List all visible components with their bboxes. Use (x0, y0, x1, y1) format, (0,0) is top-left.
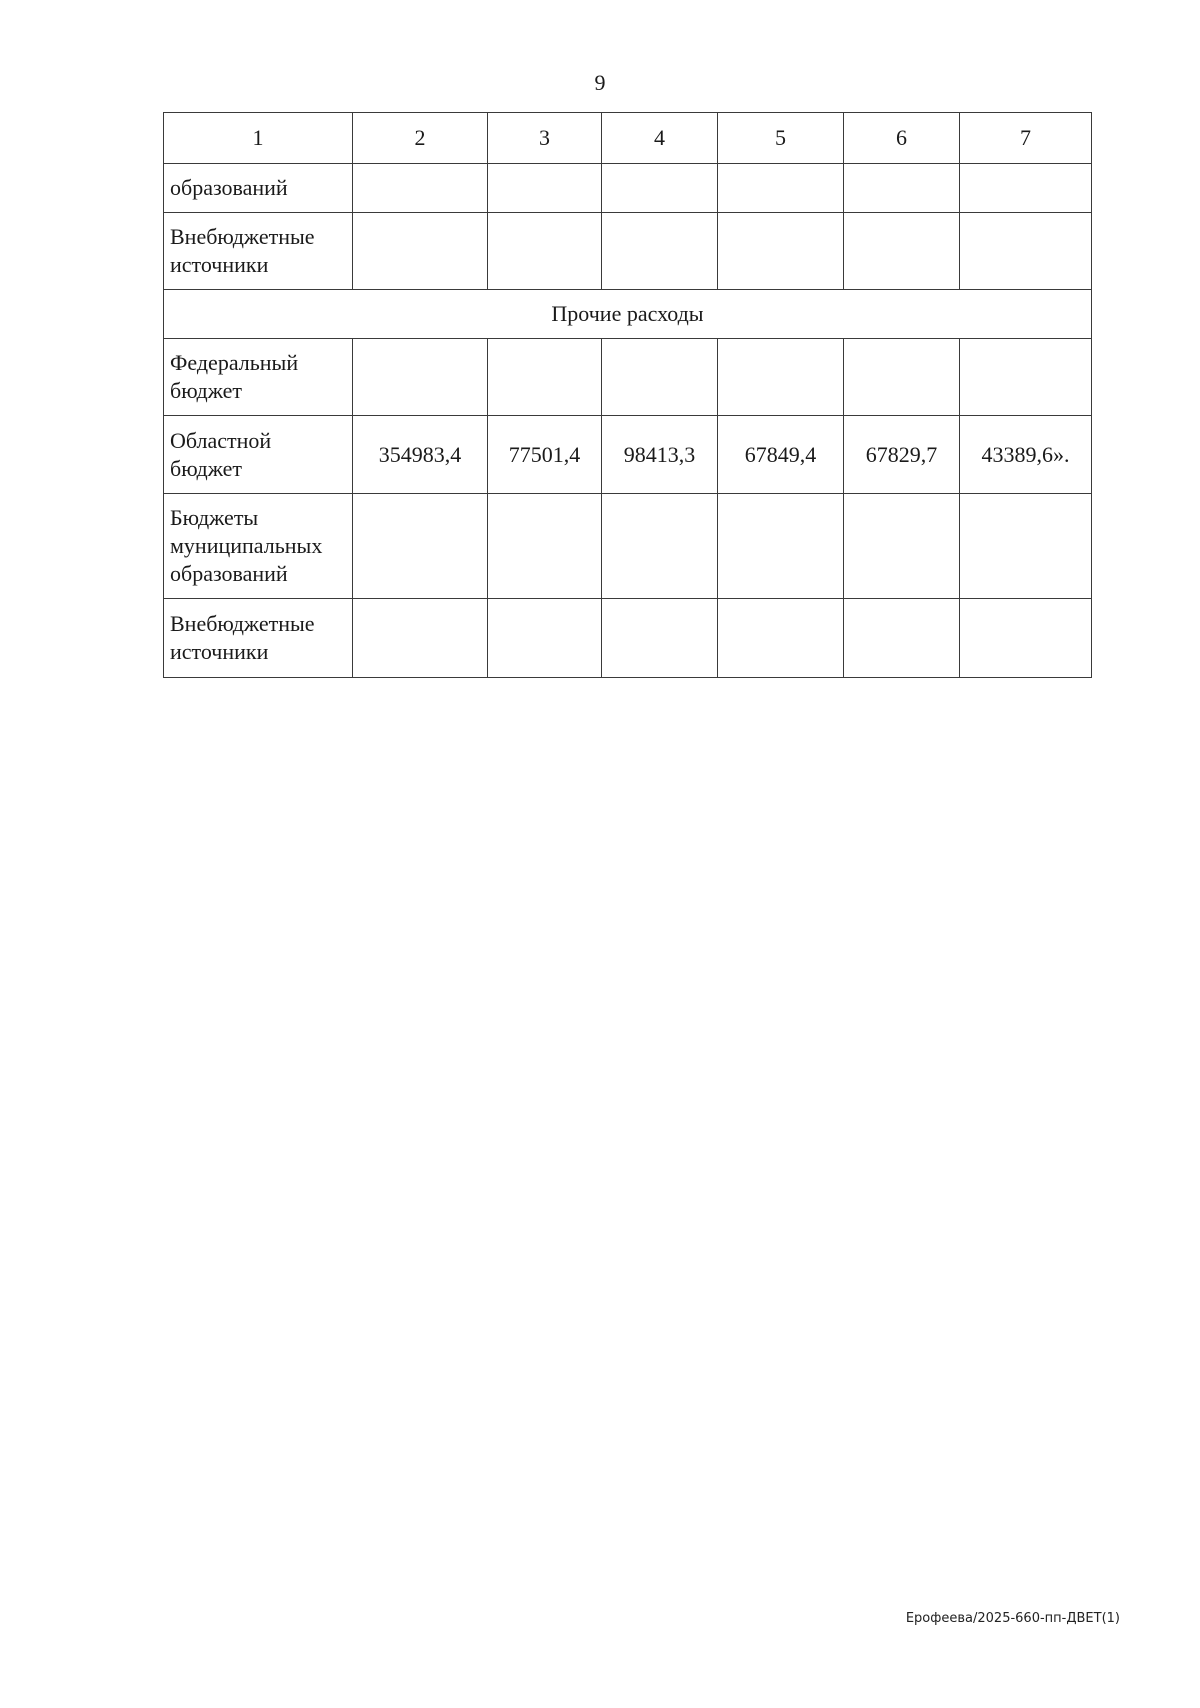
footer-document-code: Ерофеева/2025-660-пп-ДВЕТ(1) (905, 1611, 1120, 1626)
header-cell: 4 (602, 113, 718, 164)
table-cell (718, 494, 844, 599)
table-cell: 43389,6». (960, 416, 1092, 494)
table-row (164, 416, 1092, 494)
table-cell (353, 494, 488, 599)
table-row (164, 213, 1092, 290)
table-row (164, 339, 1092, 416)
table-cell (602, 213, 718, 290)
header-cell: 3 (488, 113, 602, 164)
row-label: Бюджеты муниципальных образований (164, 494, 353, 599)
table-cell (488, 599, 602, 678)
table-cell: 354983,4 (353, 416, 488, 494)
table-cell (488, 164, 602, 213)
budget-table (163, 112, 1092, 678)
row-label: Внебюджетные источники (164, 213, 353, 290)
table-cell: 67849,4 (718, 416, 844, 494)
table-cell (353, 599, 488, 678)
row-label: Федеральный бюджет (164, 339, 353, 416)
header-cell: 2 (353, 113, 488, 164)
table-cell (353, 164, 488, 213)
table-cell (488, 339, 602, 416)
table-cell (960, 339, 1092, 416)
table-cell (960, 494, 1092, 599)
table-cell (960, 164, 1092, 213)
table-cell (488, 494, 602, 599)
table-cell (844, 339, 960, 416)
table-cell (602, 164, 718, 213)
row-label: Внебюджетные источники (164, 599, 353, 678)
table-cell (960, 599, 1092, 678)
table-cell (960, 213, 1092, 290)
header-cell: 1 (164, 113, 353, 164)
section-heading: Прочие расходы (164, 290, 1092, 339)
table-row (164, 494, 1092, 599)
row-label: Областной бюджет (164, 416, 353, 494)
table-cell (602, 599, 718, 678)
table-cell (602, 339, 718, 416)
table-cell (718, 213, 844, 290)
table-cell (718, 599, 844, 678)
table-cell: 67829,7 (844, 416, 960, 494)
page-number: 9 (594, 70, 606, 95)
table-row (164, 599, 1092, 678)
table-cell: 77501,4 (488, 416, 602, 494)
header-row (164, 113, 1092, 164)
table-cell (718, 339, 844, 416)
header-cell: 6 (844, 113, 960, 164)
table-cell (353, 339, 488, 416)
table-cell (844, 164, 960, 213)
header-cell: 5 (718, 113, 844, 164)
table-cell (844, 599, 960, 678)
table-cell: 98413,3 (602, 416, 718, 494)
header-cell: 7 (960, 113, 1092, 164)
table-row (164, 164, 1092, 213)
table-cell (844, 213, 960, 290)
table-cell (488, 213, 602, 290)
table-cell (844, 494, 960, 599)
table-cell (718, 164, 844, 213)
table-cell (602, 494, 718, 599)
section-row (164, 290, 1092, 339)
table-cell (353, 213, 488, 290)
row-label: образований (164, 164, 353, 213)
